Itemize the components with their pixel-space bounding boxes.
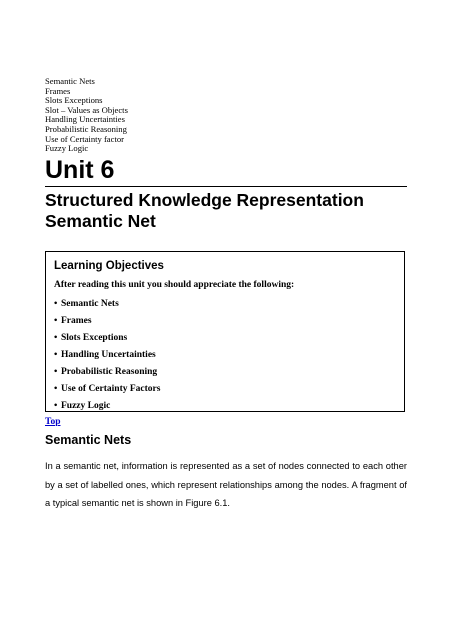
section-heading: Semantic Nets [45, 433, 132, 447]
objective-item [54, 313, 160, 330]
toc-item-frames: Frames [45, 85, 71, 96]
learning-objectives-list [54, 296, 160, 415]
objective-label: Handling Uncertainties [61, 350, 156, 360]
title-divider [45, 186, 407, 187]
objective-item [54, 398, 160, 415]
objective-label: Fuzzy Logic [61, 401, 111, 411]
unit-title: Unit 6 [45, 156, 115, 184]
objective-label: Use of Certainty Factors [61, 384, 161, 394]
toc-item-slot-values-as-objects: Slot – Values as Objects [45, 104, 128, 115]
toc-item-fuzzy-logic: Fuzzy Logic [45, 143, 89, 154]
bullet-icon: • [54, 350, 58, 360]
toc-item-semantic-nets: Semantic Nets [45, 76, 95, 86]
learning-objectives-box [45, 251, 405, 412]
objective-item [54, 296, 160, 313]
objective-item [54, 347, 160, 364]
chapter-title-line-1: Structured Knowledge Representation [45, 190, 364, 210]
objective-item [54, 364, 160, 381]
learning-objectives-intro: After reading this unit you should appreciate the following: [54, 280, 295, 290]
top-link[interactable]: Top [45, 417, 61, 427]
objective-item [54, 381, 160, 398]
objective-label: Probabilistic Reasoning [61, 367, 158, 377]
toc-item-probabilistic-reasoning: Probabilistic Reasoning [45, 123, 127, 134]
bullet-icon: • [54, 367, 58, 377]
toc-item-slots-exceptions: Slots Exceptions [45, 95, 103, 106]
objective-label: Semantic Nets [61, 299, 119, 309]
chapter-title-line-2: Semantic Net [45, 211, 156, 231]
body-paragraph: In a semantic net, information is represented as a set of nodes connected to each other by a set of labelled ones, which represent relationships among the nodes. A fragment of a typical semantic net is shown in Figure 6.1. [45, 461, 407, 508]
bullet-icon: • [54, 333, 58, 343]
bullet-icon: • [54, 316, 58, 326]
bullet-icon: • [54, 401, 58, 411]
objective-label: Slots Exceptions [61, 333, 128, 343]
bullet-icon: • [54, 384, 58, 394]
bullet-icon: • [54, 299, 58, 309]
toc-item-handling-uncertainties: Handling Uncertainties [45, 114, 125, 125]
chapter-title [45, 190, 364, 232]
toc-item-use-of-certainty-factor: Use of Certainty factor [45, 133, 124, 144]
objective-label: Frames [61, 316, 92, 326]
table-of-contents [45, 77, 128, 154]
objective-item [54, 330, 160, 347]
learning-objectives-heading: Learning Objectives [54, 260, 164, 272]
